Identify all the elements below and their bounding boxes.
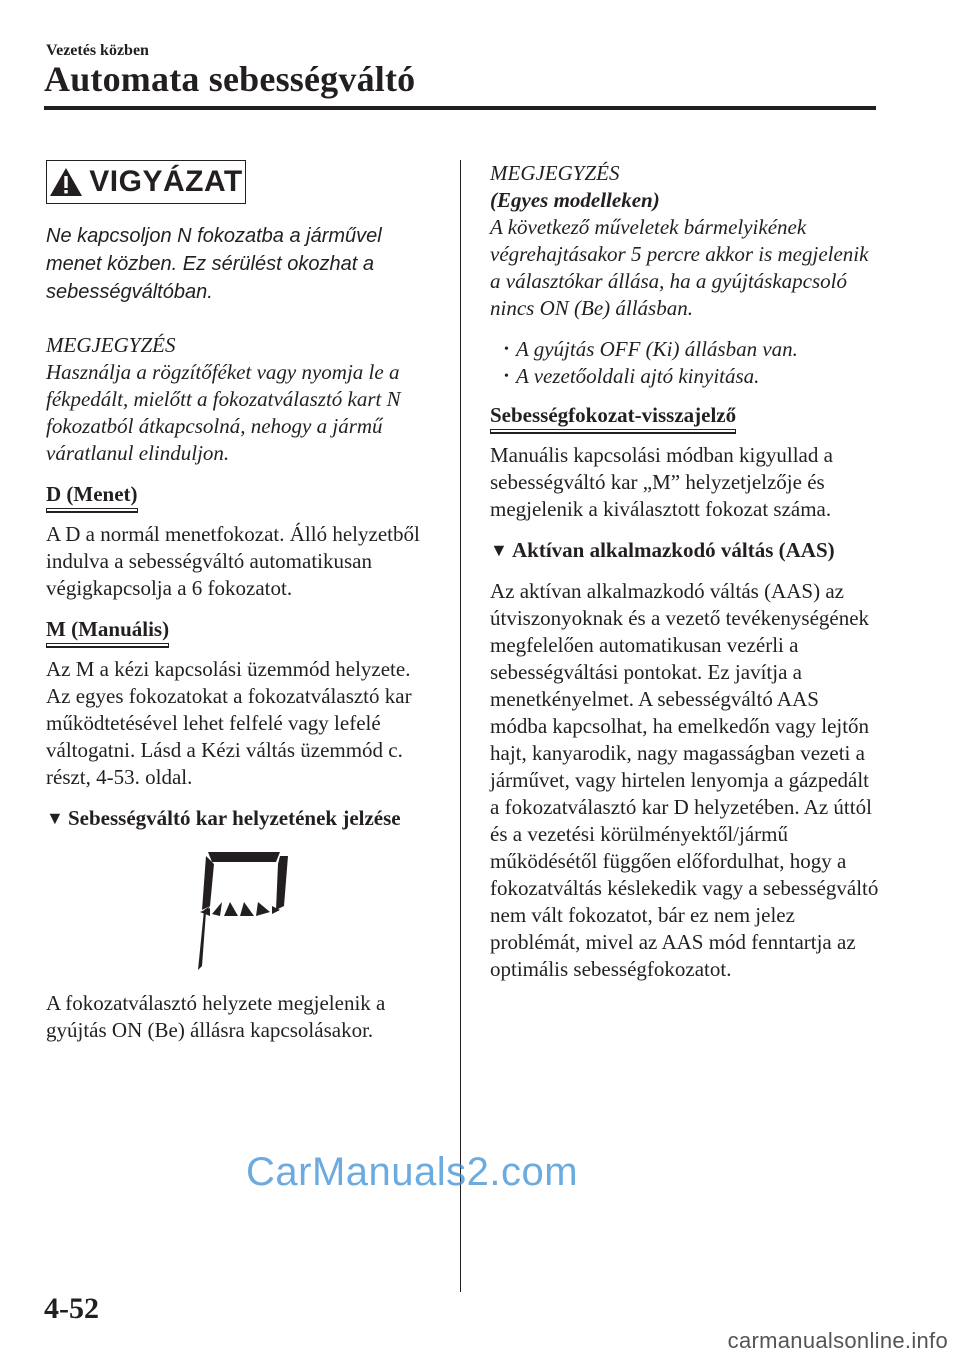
left-column xyxy=(46,160,438,1058)
triangle-bullet-icon: ▼ xyxy=(490,540,508,560)
watermark: CarManuals2.com xyxy=(246,1150,579,1194)
warning-triangle-icon xyxy=(49,167,83,197)
note2-subheading: (Egyes modelleken) xyxy=(490,188,660,212)
note2-list xyxy=(504,336,880,390)
list-item: • A vezetőoldali ajtó kinyitása. xyxy=(504,363,880,390)
title-divider xyxy=(44,106,876,110)
page-title: Automata sebességváltó xyxy=(44,59,416,99)
right-column xyxy=(490,160,880,997)
site-watermark: carmanualsonline.info xyxy=(727,1328,948,1353)
aas-text: Az aktívan alkalmazkodó váltás (AAS) az útviszonyoknak és a vezető tevékenységének megfelelően automatikusan vezérli a sebességváltási pontokat. Ez javítja a menetkényelmet. A sebességváltó AAS módba kapcsolhat, ha emelkedőn vagy lejtőn hajt, kanyarodik, nagy magasságban vezeti a járművet, vagy hirtelen lenyomja a gázpedált a fokozatválasztó kar D helyzetében. Az úttól és a vezetési körülményektől/jármű működésétől függően előfordulhat, hogy a fokozatváltás késlekedik vagy a sebességváltó nem vált fokozatot, bár ez nem jelez problémát, mivel az AAS mód fenntartja az optimális sebességfokozatot. xyxy=(490,579,879,981)
page-number: 4-52 xyxy=(44,1292,99,1325)
gear-position-figure xyxy=(46,846,438,976)
column-divider xyxy=(460,160,461,1292)
note2-text: A következő műveletek bármelyikének végrehajtásakor 5 percre akkor is megjelenik a választókar állása, ha a gyújtáskapcsoló nincs ON (Be) állásban. xyxy=(490,215,869,320)
triangle-bullet-icon: ▼ xyxy=(46,808,64,828)
drive-text: A D a normál menetfokozat. Álló helyzetből indulva a sebességváltó automatikusan végigkapcsolja a 6 fokozatot. xyxy=(46,522,420,600)
aas-heading xyxy=(490,537,880,564)
manual-heading: M (Manuális) xyxy=(46,616,169,644)
indication-heading xyxy=(46,805,438,832)
manual-text: Az M a kézi kapcsolási üzemmód helyzete. Az egyes fokozatokat a fokozatválasztó kar működtetésével lehet felfelé vagy lefelé váltogatni. Lásd a Kézi váltás üzemmód c. részt, 4-53. oldal. xyxy=(46,657,412,789)
note-heading: MEGJEGYZÉS xyxy=(46,333,176,357)
note2-heading: MEGJEGYZÉS xyxy=(490,161,620,185)
gear-indicator-heading: Sebességfokozat-visszajelző xyxy=(490,402,736,430)
note-text: Használja a rögzítőféket vagy nyomja le a fékpedált, mielőtt a fokozatválasztó kart N fokozatból átkapcsolná, nehogy a jármű váratlanul elinduljon. xyxy=(46,360,401,465)
caution-text: Ne kapcsoljon N fokozatba a járművel menet közben. Ez sérülést okozhat a sebességváltóban. xyxy=(46,225,382,303)
section-label: Vezetés közben xyxy=(46,42,149,59)
gear-indicator-text: Manuális kapcsolási módban kigyullad a sebességváltó kar „M” helyzetjelzője és megjelenik a kiválasztott fokozat száma. xyxy=(490,443,833,521)
list-item: • A gyújtás OFF (Ki) állásban van. xyxy=(504,336,880,363)
indication-heading-text: Sebességváltó kar helyzetének jelzése xyxy=(68,806,401,830)
caution-label: VIGYÁZAT xyxy=(89,165,243,198)
gear-position-display-icon xyxy=(196,846,292,972)
drive-heading: D (Menet) xyxy=(46,481,138,509)
aas-heading-text: Aktívan alkalmazkodó váltás (AAS) xyxy=(512,538,835,562)
indication-text: A fokozatválasztó helyzete megjelenik a gyújtás ON (Be) állásra kapcsolásakor. xyxy=(46,991,386,1042)
caution-box xyxy=(46,160,246,204)
